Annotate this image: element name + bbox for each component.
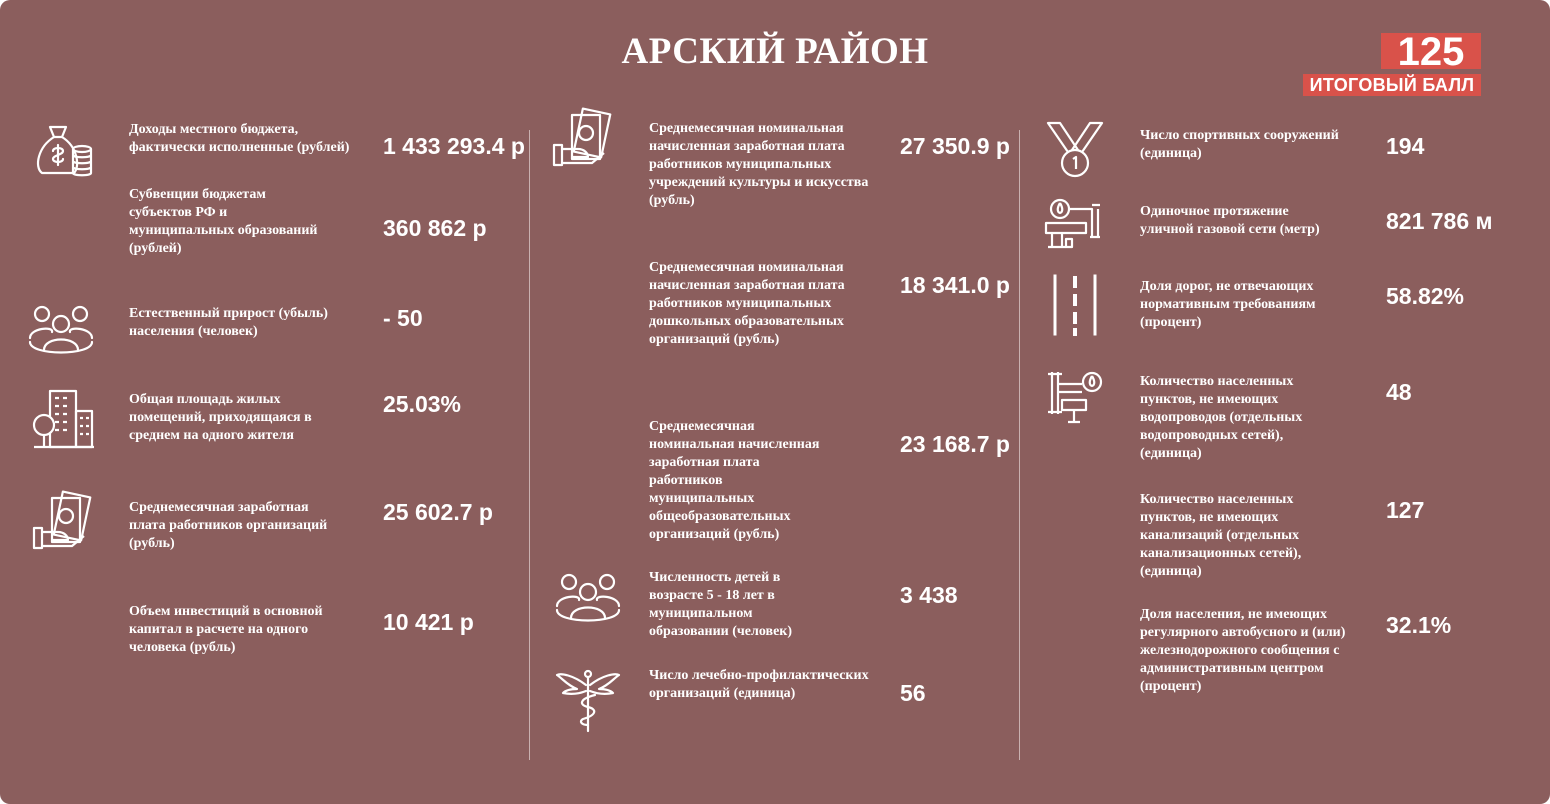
no-sewage-value: 127 <box>1386 497 1425 523</box>
culture-salary-value: 27 350.9 р <box>900 133 1010 159</box>
caduceus-icon <box>553 665 623 735</box>
culture-salary-label: Среднемесячная номинальная начисленная заработная плата работников муниципальных учреждений культуры и искусства (рубль) <box>649 121 869 208</box>
gas-network-label: Одиночное протяжение уличной газовой сети (метр) <box>1140 204 1320 237</box>
no-water-value: 48 <box>1386 379 1412 405</box>
investment-value: 10 421 р <box>383 609 474 635</box>
housing-area-value: 25.03% <box>383 391 462 417</box>
avg-salary-value: 25 602.7 р <box>383 499 493 525</box>
gas-pipe-icon <box>1040 193 1110 263</box>
salary-hand-icon <box>548 105 618 175</box>
children-count-label: Численность детей в возрасте 5 - 18 лет в муниципальном образовании (человек) <box>649 570 793 639</box>
column-divider-left <box>529 130 530 760</box>
medical-orgs-value: 56 <box>900 680 926 706</box>
housing-area-label: Общая площадь жилых помещений, приходящаяся в среднем на одного жителя <box>129 392 312 443</box>
roads-label: Доля дорог, не отвечающих нормативным требованиям (процент) <box>1140 279 1316 330</box>
no-transport-label: Доля населения, не имеющих регулярного автобусного и (или) железнодорожного сообщения с административным центром (процент) <box>1140 607 1346 694</box>
medical-orgs-label: Число лечебно-профилактических организаций (единица) <box>649 668 869 701</box>
school-salary-label: Среднемесячная номинальная начисленная заработная плата работников муниципальных общеобразовательных организаций (рубль) <box>649 419 820 542</box>
investment-label: Объем инвестиций в основной капитал в расчете на одного человека (рубль) <box>129 604 323 655</box>
budget-income-label: Доходы местного бюджета, фактически исполненные (рублей) <box>129 122 350 155</box>
school-salary-value: 23 168.7 р <box>900 431 1010 457</box>
total-score-label: ИТОГОВЫЙ БАЛЛ <box>1303 74 1481 96</box>
salary-hand-icon <box>28 488 98 558</box>
budget-income-value: 1 433 293.4 р <box>383 133 525 159</box>
people-group-icon <box>26 292 96 362</box>
preschool-salary-value: 18 341.0 р <box>900 272 1010 298</box>
medal-icon <box>1040 115 1110 185</box>
buildings-icon <box>28 385 98 455</box>
total-score: 125 <box>1381 33 1481 69</box>
no-sewage-label: Количество населенных пунктов, не имеющих канализаций (отдельных канализационных сетей), (единица) <box>1140 492 1302 579</box>
children-count-value: 3 438 <box>900 582 958 608</box>
sports-facilities-value: 194 <box>1386 133 1425 159</box>
subventions-label: Субвенции бюджетам субъектов РФ и муниципальных образований (рублей) <box>129 187 318 256</box>
population-growth-label: Естественный прирост (убыль) населения (человек) <box>129 306 328 339</box>
water-pipe-icon <box>1040 362 1110 432</box>
population-growth-value: - 50 <box>383 305 423 331</box>
people-group-icon <box>553 560 623 630</box>
avg-salary-label: Среднемесячная заработная плата работников организаций (рубль) <box>129 500 328 551</box>
page-title: АРСКИЙ РАЙОН <box>621 31 929 72</box>
column-divider-right <box>1019 130 1020 760</box>
money-bag-icon <box>28 115 98 185</box>
no-water-label: Количество населенных пунктов, не имеющих водопроводов (отдельных водопроводных сетей), (единица) <box>1140 374 1303 461</box>
no-transport-value: 32.1% <box>1386 612 1452 638</box>
subventions-value: 360 862 р <box>383 215 487 241</box>
sports-facilities-label: Число спортивных сооружений (единица) <box>1140 128 1339 161</box>
road-icon <box>1040 270 1110 340</box>
preschool-salary-label: Среднемесячная номинальная начисленная заработная плата работников муниципальных дошкольных образовательных организаций (рубль) <box>649 260 845 347</box>
gas-network-value: 821 786 м <box>1386 208 1493 234</box>
roads-value: 58.82% <box>1386 283 1465 309</box>
